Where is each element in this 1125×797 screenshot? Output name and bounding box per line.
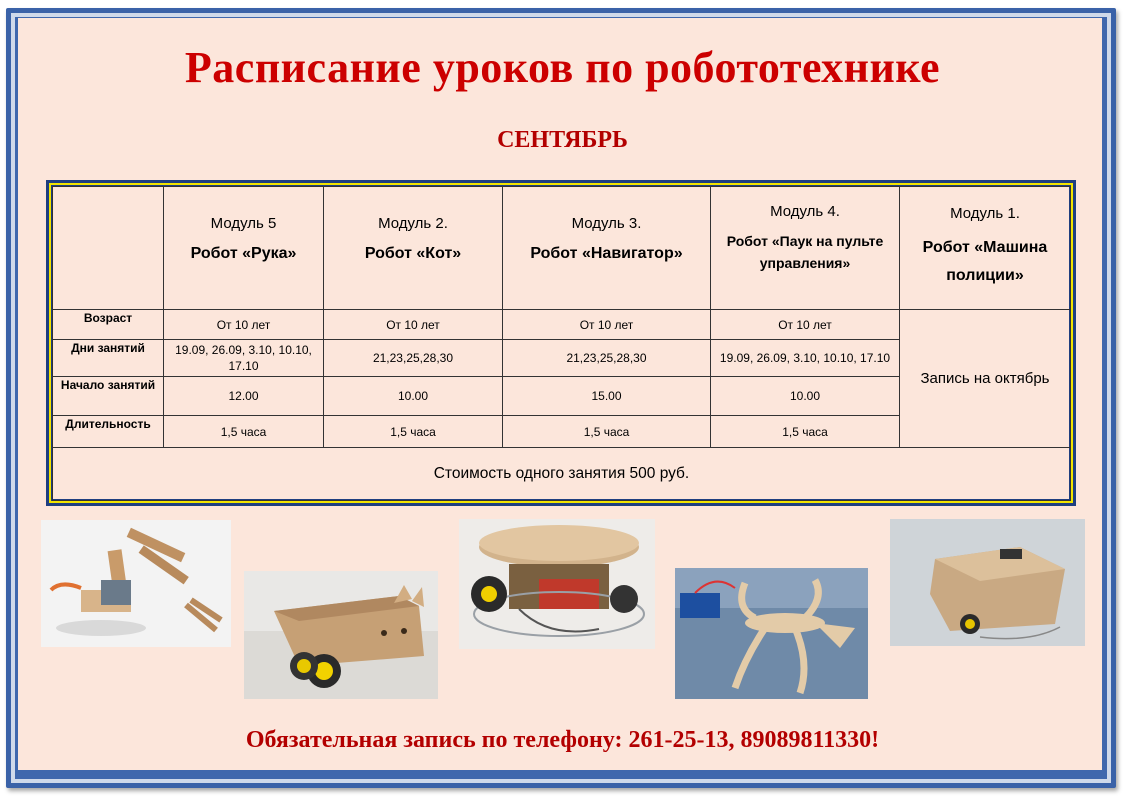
table-cell: От 10 лет (164, 310, 324, 340)
robot-arm-image (41, 520, 231, 647)
robot-navigator-image (459, 519, 655, 649)
robot-police-car-image (890, 519, 1085, 646)
table-header-row (53, 187, 1071, 310)
enrollment-note: Запись на октябрь (900, 310, 1071, 448)
row-label: Возраст (53, 310, 164, 340)
robot-cat-image (244, 571, 438, 699)
table-cell: 19.09, 26.09, 3.10, 10.10, 17.10 (711, 340, 900, 377)
table-cell: 15.00 (503, 377, 711, 416)
robot-cat-photo (244, 571, 438, 699)
robot-navigator-photo (459, 519, 655, 649)
table-row (53, 448, 1071, 501)
table-cell: 21,23,25,28,30 (324, 340, 503, 377)
table-cell: 19.09, 26.09, 3.10, 10.10, 17.10 (164, 340, 324, 377)
table-cell: 10.00 (324, 377, 503, 416)
robot-police-car-photo (890, 519, 1085, 646)
poster-title: Расписание уроков по робототехнике (184, 43, 941, 92)
table-cell: 12.00 (164, 377, 324, 416)
table-cell: От 10 лет (324, 310, 503, 340)
table-cell: 1,5 часа (164, 416, 324, 448)
table-cell: 1,5 часа (503, 416, 711, 448)
robot-arm-photo (41, 520, 231, 647)
module-header: Модуль 3. Робот «Навигатор» (503, 187, 711, 310)
table-cell: 1,5 часа (711, 416, 900, 448)
robot-spider-image (675, 568, 868, 699)
row-label: Дни занятий (53, 340, 164, 377)
table-cell: От 10 лет (711, 310, 900, 340)
table-cell: 1,5 часа (324, 416, 503, 448)
table-cell: 10.00 (711, 377, 900, 416)
table-row (53, 310, 1071, 340)
module-header: Модуль 5 Робот «Рука» (164, 187, 324, 310)
module-header: Модуль 2. Робот «Кот» (324, 187, 503, 310)
month-heading: СЕНТЯБРЬ (497, 127, 628, 153)
row-label: Длительность (53, 416, 164, 448)
module-header: Модуль 1. Робот «Машина полиции» (900, 187, 1071, 310)
row-label: Начало занятий (53, 377, 164, 416)
table-cell: 21,23,25,28,30 (503, 340, 711, 377)
price-cell: Стоимость одного занятия 500 руб. (53, 448, 1071, 501)
robot-spider-photo (675, 568, 868, 699)
phone-footer: Обязательная запись по телефону: 261-25-13, 89089811330! (245, 727, 880, 753)
schedule-table (52, 186, 1071, 501)
module-header: Модуль 4. Робот «Паук на пульте управления» (711, 187, 900, 310)
table-cell: От 10 лет (503, 310, 711, 340)
empty-corner-cell (53, 187, 164, 310)
